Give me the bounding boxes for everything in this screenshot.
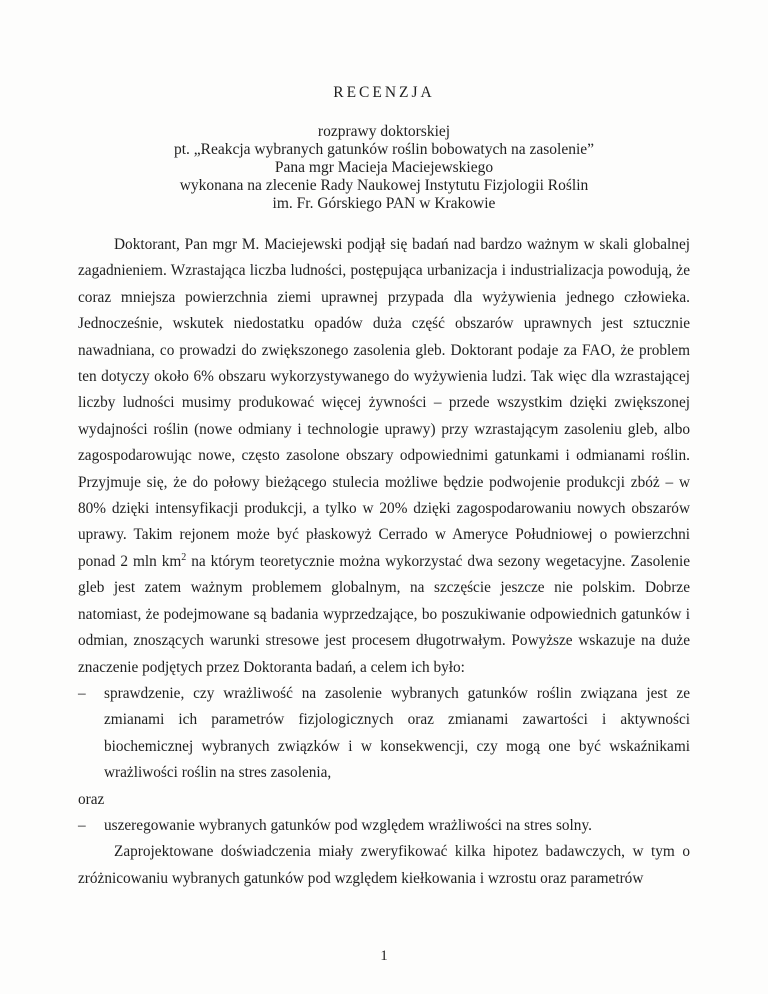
header-line-5: im. Fr. Górskiego PAN w Krakowie — [272, 195, 496, 212]
dash-bullet-1: – — [78, 684, 86, 702]
review-header — [0, 84, 768, 213]
paragraph-1-part-2: na którym teoretycznie można wykorzystać dwa sezony wegetacyjne. Zasolenie gleb jest zatem ważnym problemem globalnym, na szczęście jeszcze nie polskim. Dobrze natomiast, że podejmowane są badania wyprzedzające, bo poszukiwanie odpowiednich gatunków i odmian, znoszących warunki stresowe jest procesem długotrwałym. Powyższe wskazuje na duże znaczenie podjętych przez Doktoranta badań, a celem ich było: — [78, 552, 690, 676]
paragraph-1 — [78, 232, 690, 681]
header-line-3: Pana mgr Macieja Maciejewskiego — [274, 159, 494, 176]
header-line-1: rozprawy doktorskiej — [317, 123, 451, 140]
header-line-4: wykonana na zlecenie Rady Naukowej Instytutu Fizjologii Roślin — [179, 177, 589, 194]
review-body — [78, 232, 690, 892]
dash-bullet-2: – — [78, 816, 86, 834]
superscript-2: 2 — [181, 551, 187, 563]
goal-item-1 — [78, 681, 690, 787]
goal-item-2 — [78, 813, 690, 839]
goal-item-2-text: uszeregowanie wybranych gatunków pod względem wrażliwości na stres solny. — [104, 816, 592, 834]
paragraph-2: Zaprojektowane doświadczenia miały zweryfikować kilka hipotez badawczych, w tym o zróżnicowaniu wybranych gatunków pod względem kiełkowania i wzrostu oraz parametrów — [78, 843, 690, 887]
paragraph-1-part-1: Doktorant, Pan mgr M. Maciejewski podjął się badań nad bardzo ważnym w skali globalnej zagadnieniem. Wzrastająca liczba ludności, postępująca urbanizacja i industrializacja powodują, że coraz mniejsza powierzchnia ziemi uprawnej przypada dla wyżywienia jednego człowieka. Jednocześnie, wskutek niedostatku opadów duża część obszarów uprawnych jest sztucznie nawadniana, co prowadzi do zwiększonego zasolenia gleb. Doktorant podaje za FAO, że problem ten dotyczy około 6% obszaru wykorzystywanego do wyżywienia ludzi. Tak więc dla wzrastającej liczby ludności musimy produkować więcej żywności – przede wszystkim dzięki zwiększonej wydajności roślin (nowe odmiany i technologie uprawy) przy wzrastającym zasoleniu gleb, albo zagospodarowując nowe, często zasolone obszary odpowiednimi gatunkami i odmianami roślin. Przyjmuje się, że do połowy bieżącego stulecia możliwe będzie podwojenie produkcji zbóż – w 80% dzięki intensyfikacji produkcji, a tylko w 20% dzięki zagospodarowaniu nowych obszarów uprawy. Takim rejonem może być płaskowyż Cerrado w Ameryce Południowej o powierzchni ponad 2 mln km — [78, 236, 690, 570]
header-line-2: pt. „Reakcja wybranych gatunków roślin bobowatych na zasolenie” — [173, 141, 595, 158]
document-title: RECENZJA — [333, 84, 435, 101]
conjunction-oraz: oraz — [78, 790, 105, 808]
page-number: 1 — [380, 948, 388, 964]
goal-item-1-text: sprawdzenie, czy wrażliwość na zasolenie wybranych gatunków roślin związana jest ze zmianami ich parametrów fizjologicznych oraz zmianami zawartości i aktywności biochemicznej wybranych związków i w konsekwencji, czy mogą one być wskaźnikami wrażliwości roślin na stres zasolenia, — [104, 684, 690, 782]
